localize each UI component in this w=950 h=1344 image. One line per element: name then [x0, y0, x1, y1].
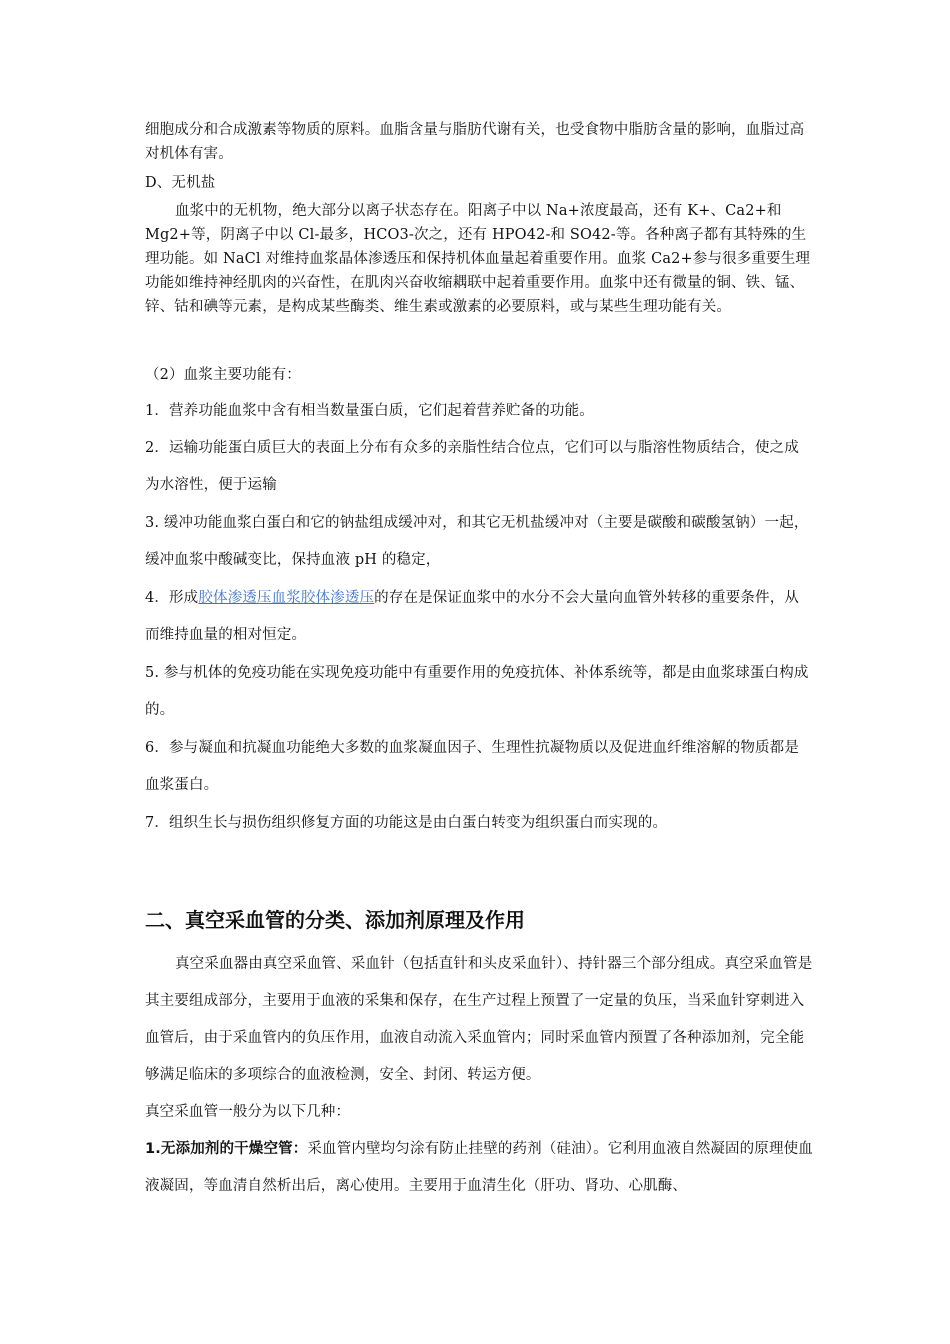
- section-2-heading: 二、真空采血管的分类、添加剂原理及作用: [145, 908, 525, 932]
- tube-type-item-1: [145, 1131, 813, 1205]
- function-item-7: 7．组织生长与损伤组织修复方面的功能这是由白蛋白转变为组织蛋白而实现的。: [145, 815, 668, 831]
- paragraph-vacuum-tube-intro: 真空采血器由真空采血管、采血针（包括直针和头皮采血针）、持针器三个部分组成。真空采血管是其主要组成部分，主要用于血液的采集和保存，在生产过程上预置了一定量的负压，当采血针穿刺进入血管后，由于采血管内的负压作用，血液自动流入采血管内；同时采血管内预置了各种添加剂，完全能够满足临床的多项综合的血液检测，安全、封闭、转运方便。: [145, 956, 813, 1083]
- subsection-title-inorganic-salts: D、无机盐: [145, 175, 216, 191]
- function-item-3: 3. 缓冲功能血浆白蛋白和它的钠盐组成缓冲对，和其它无机盐缓冲对（主要是碳酸和碳酸氢钠）一起，缓冲血浆中酸碱变比，保持血液 pH 的稳定，: [145, 515, 809, 568]
- colloid-osmotic-pressure-link[interactable]: 胶体渗透压血浆胶体渗透压: [198, 590, 375, 606]
- paragraph-inorganic-salts: 血浆中的无机物，绝大部分以离子状态存在。阳离子中以 Na+浓度最高，还有 K+、Ca2+和 Mg2+等，阴离子中以 Cl-最多，HCO3-次之，还有 HPO42-和 SO42-等。各种离子都有其特殊的生理功能。如 NaCl 对维持血浆晶体渗透压和保持机体血量起着重要作用。血浆 Ca2+参与很多重要生理功能如维持神经肌肉的兴奋性，在肌肉兴奋收缩耦联中起着重要作用。血浆中还有微量的铜、铁、锰、锌、钴和碘等元素，是构成某些酶类、维生素或激素的必要原料，或与某些生理功能有关。: [145, 203, 811, 315]
- paragraph-tube-types: 真空采血管一般分为以下几种：: [145, 1104, 351, 1120]
- function-item-5: 5. 参与机体的免疫功能在实现免疫功能中有重要作用的免疫抗体、补体系统等，都是由血浆球蛋白构成的。: [145, 665, 809, 718]
- function-item-4-text: 的存在是保证血浆中的水分不会大量向血管外转移的重要条件，从而维持血量的相对恒定。: [145, 590, 799, 643]
- function-item-6: 6．参与凝血和抗凝血功能绝大多数的血浆凝血因子、生理性抗凝物质以及促进血纤维溶解的物质都是血浆蛋白。: [145, 740, 799, 793]
- function-item-1: 1．营养功能血浆中含有相当数量蛋白质，它们起着营养贮备的功能。: [145, 403, 594, 419]
- paragraph-lipid-continuation: 细胞成分和合成激素等物质的原料。血脂含量与脂肪代谢有关，也受食物中脂肪含量的影响，血脂过高对机体有害。: [145, 122, 805, 162]
- function-item-4-prefix: 4．形成: [145, 590, 199, 606]
- tube-type-item-1-title: 1.无添加剂的干燥空管：: [145, 1141, 308, 1157]
- functions-title: （2）血浆主要功能有：: [145, 367, 301, 383]
- function-item-2: 2．运输功能蛋白质巨大的表面上分布有众多的亲脂性结合位点，它们可以与脂溶性物质结合，使之成为水溶性，便于运输: [145, 440, 799, 493]
- function-item-4: [145, 580, 813, 654]
- tube-type-item-1-text: 采血管内壁均匀涂有防止挂壁的药剂（硅油）。它利用血液自然凝固的原理使血液凝固，等血清自然析出后，离心使用。主要用于血清生化（肝功、肾功、心肌酶、: [145, 1141, 813, 1194]
